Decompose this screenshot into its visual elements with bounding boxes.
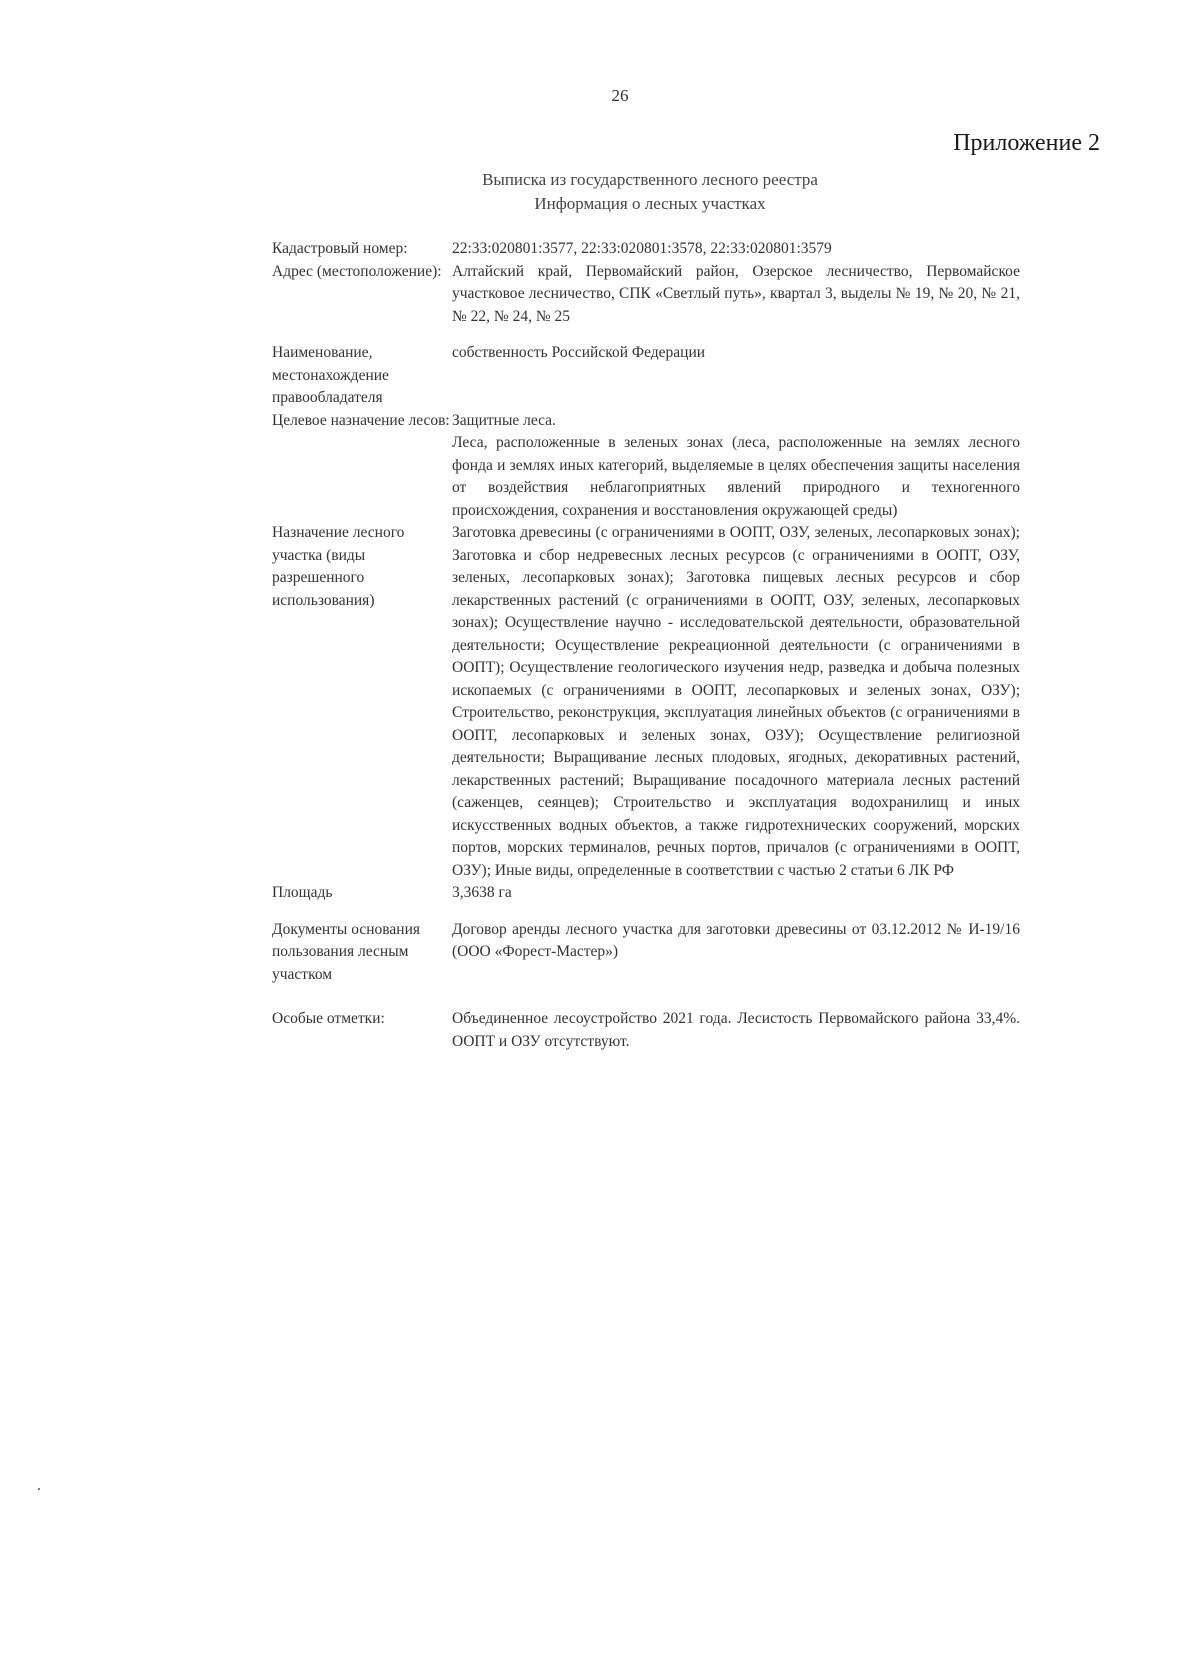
row-owner: [272, 328, 1020, 410]
scan-speck: [38, 1488, 40, 1490]
row-area: [272, 882, 1020, 905]
value-purpose: [452, 410, 1020, 523]
label-documents: Документы основания пользования лесным участком: [272, 920, 420, 983]
value-documents: Договор аренды лесного участка для заготовки древесины от 03.12.2012 № И-19/16 (ООО «Форест-Мастер»): [452, 920, 1020, 960]
value-address: Алтайский край, Первомайский район, Озерское лесничество, Первомайское участковое лесничество, СПК «Светлый путь», квартал 3, выделы № 19, № 20, № 21, № 22, № 24, № 25: [452, 262, 1020, 325]
heading-line-2: Информация о лесных участках: [534, 194, 766, 213]
row-purpose: [272, 410, 1020, 523]
page-number: 26: [611, 86, 629, 105]
label-notes: Особые отметки:: [272, 1010, 385, 1027]
row-address: [272, 261, 1020, 329]
value-cadastral: 22:33:020801:3577, 22:33:020801:3578, 22:33:020801:3579: [452, 240, 832, 257]
row-cadastral: [272, 238, 1020, 261]
value-area: 3,3638 га: [452, 884, 512, 901]
row-documents: [272, 905, 1020, 987]
row-usage: [272, 522, 1020, 882]
label-usage: Назначение лесного участка (виды разрешенного использования): [272, 524, 405, 609]
value-notes: Объединенное лесоустройство 2021 года. Лесистость Первомайского района 33,4%. ООПТ и ОЗУ отсутствуют.: [452, 1010, 1020, 1050]
label-purpose: Целевое назначение лесов:: [272, 411, 450, 429]
registry-table: [272, 238, 1020, 1053]
label-area: Площадь: [272, 884, 333, 901]
value-owner: собственность Российской Федерации: [452, 344, 706, 361]
heading-line-1: Выписка из государственного лесного реестра: [482, 170, 818, 189]
label-address: Адрес (местоположение):: [272, 262, 442, 280]
purpose-description: Леса, расположенные в зеленых зонах (леса, расположенные на землях лесного фонда и землях иных категорий, выделяемые в целях обеспечения защиты населения от воздействия неблагоприятных явлений природного и техногенного происхождения, сохранения и восстановления окружающей среды): [452, 434, 1020, 519]
label-cadastral: Кадастровый номер:: [272, 240, 408, 257]
value-usage: Заготовка древесины (с ограничениями в ООПТ, ОЗУ, зеленых, лесопарковых зонах); Заготовка и сбор недревесных лесных ресурсов (с ограничениями в ООПТ, ОЗУ, зеленых, лесопарковых зонах); Заготовка пищевых лесных ресурсов и сбор лекарственных растений (с ограничениями в ООПТ, ОЗУ, зеленых, лесопарковых зонах); Осуществление научно - исследовательской деятельности, образовательной деятельности; Осуществление рекреационной деятельности (с ограничениями в ООПТ); Осуществление геологического изучения недр, разведка и добыча полезных ископаемых (с ограничениями в ООПТ, лесопарковых и зеленых зонах, ОЗУ); Строительство, реконструкция, эксплуатация линейных объектов (с ограничениями в ООПТ, лесопарковых и зеленых зонах, ОЗУ); Осуществление религиозной деятельности; Выращивание лесных плодовых, ягодных, декоративных растений, лекарственных растений; Выращивание посадочного материала лесных растений (саженцев, сеянцев); Строительство и эксплуатация водохранилищ и иных искусственных водных объектов, а также гидротехнических сооружений, морских портов, морских терминалов, речных портов, причалов (с ограничениями в ООПТ, ОЗУ); Иные виды, определенные в соответствии с частью 2 статьи 6 ЛК РФ: [452, 524, 1020, 879]
row-notes: [272, 986, 1020, 1053]
purpose-category: Защитные леса.: [452, 411, 556, 429]
label-owner: Наименование, местонахождение правообладателя: [272, 344, 389, 406]
appendix-title: Приложение 2: [953, 130, 1100, 156]
document-heading: [300, 168, 1000, 216]
